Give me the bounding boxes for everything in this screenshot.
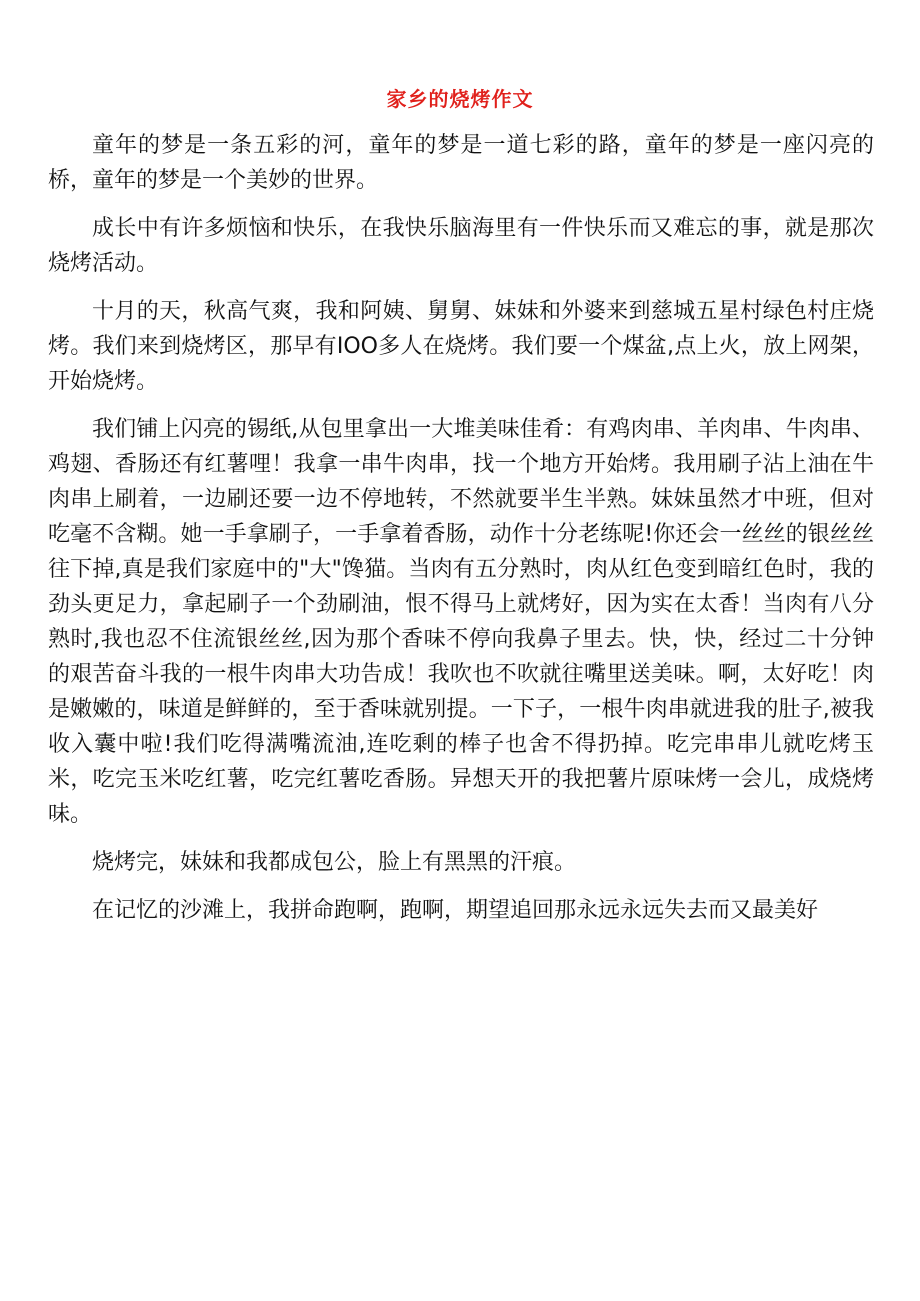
paragraph-gap: [48, 399, 874, 412]
paragraph-gap: [48, 281, 874, 294]
paragraph-gap: [48, 832, 874, 845]
paragraph-1: 童年的梦是一条五彩的河，童年的梦是一道七彩的路，童年的梦是一座闪亮的桥，童年的梦是一个美妙的世界。: [48, 133, 874, 193]
document-body: [48, 128, 874, 928]
paragraph-6: 在记忆的沙滩上，我拼命跑啊，跑啊，期望追回那永远永远失去而又最美好: [92, 898, 819, 923]
paragraph-2: 成长中有许多烦恼和快乐，在我快乐脑海里有一件快乐而又难忘的事，就是那次烧烤活动。: [48, 216, 874, 276]
paragraph-5: 烧烤完，妹妹和我都成包公，脸上有黑黑的汗痕。: [92, 850, 577, 875]
paragraph-3: 十月的天，秋高气爽，我和阿姨、舅舅、妹妹和外婆来到慈城五星村绿色村庄烧烤。我们来到烧烤区，那早有IOO多人在烧烤。我们要一个煤盆,点上火，放上网架，开始烧烤。: [48, 299, 874, 394]
paragraph-gap: [48, 198, 874, 211]
document-title: 家乡的烧烤作文: [386, 87, 534, 111]
paragraph-4: 我们铺上闪亮的锡纸,从包里拿出一大堆美味佳肴：有鸡肉串、羊肉串、牛肉串、鸡翅、香肠还有红薯哩！我拿一串牛肉串，找一个地方开始烤。我用刷子沾上油在牛肉串上刷着，一边刷还要一边不停地转，不然就要半生半熟。妹妹虽然才中班，但对吃毫不含糊。她一手拿刷子，一手拿着香肠，动作十分老练呢!你还会一丝丝的银丝丝往下掉,真是我们家庭中的"大"馋猫。当肉有五分熟时，肉从红色变到暗红色时，我的劲头更足力，拿起刷子一个劲刷油，恨不得马上就烤好，因为实在太香！当肉有八分熟时,我也忍不住流银丝丝,因为那个香味不停向我鼻子里去。快，快，经过二十分钟的艰苦奋斗我的一根牛肉串大功告成！我吹也不吹就往嘴里送美味。啊，太好吃！肉是嫩嫩的，味道是鲜鲜的，至于香味就别提。一下子，一根牛肉串就进我的肚子,被我收入囊中啦!我们吃得满嘴流油,连吃剩的棒子也舍不得扔掉。吃完串串儿就吃烤玉米，吃完玉米吃红薯，吃完红薯吃香肠。异想天开的我把薯片原味烤一会儿，成烧烤味。: [48, 417, 874, 827]
paragraph-gap: [48, 880, 874, 893]
